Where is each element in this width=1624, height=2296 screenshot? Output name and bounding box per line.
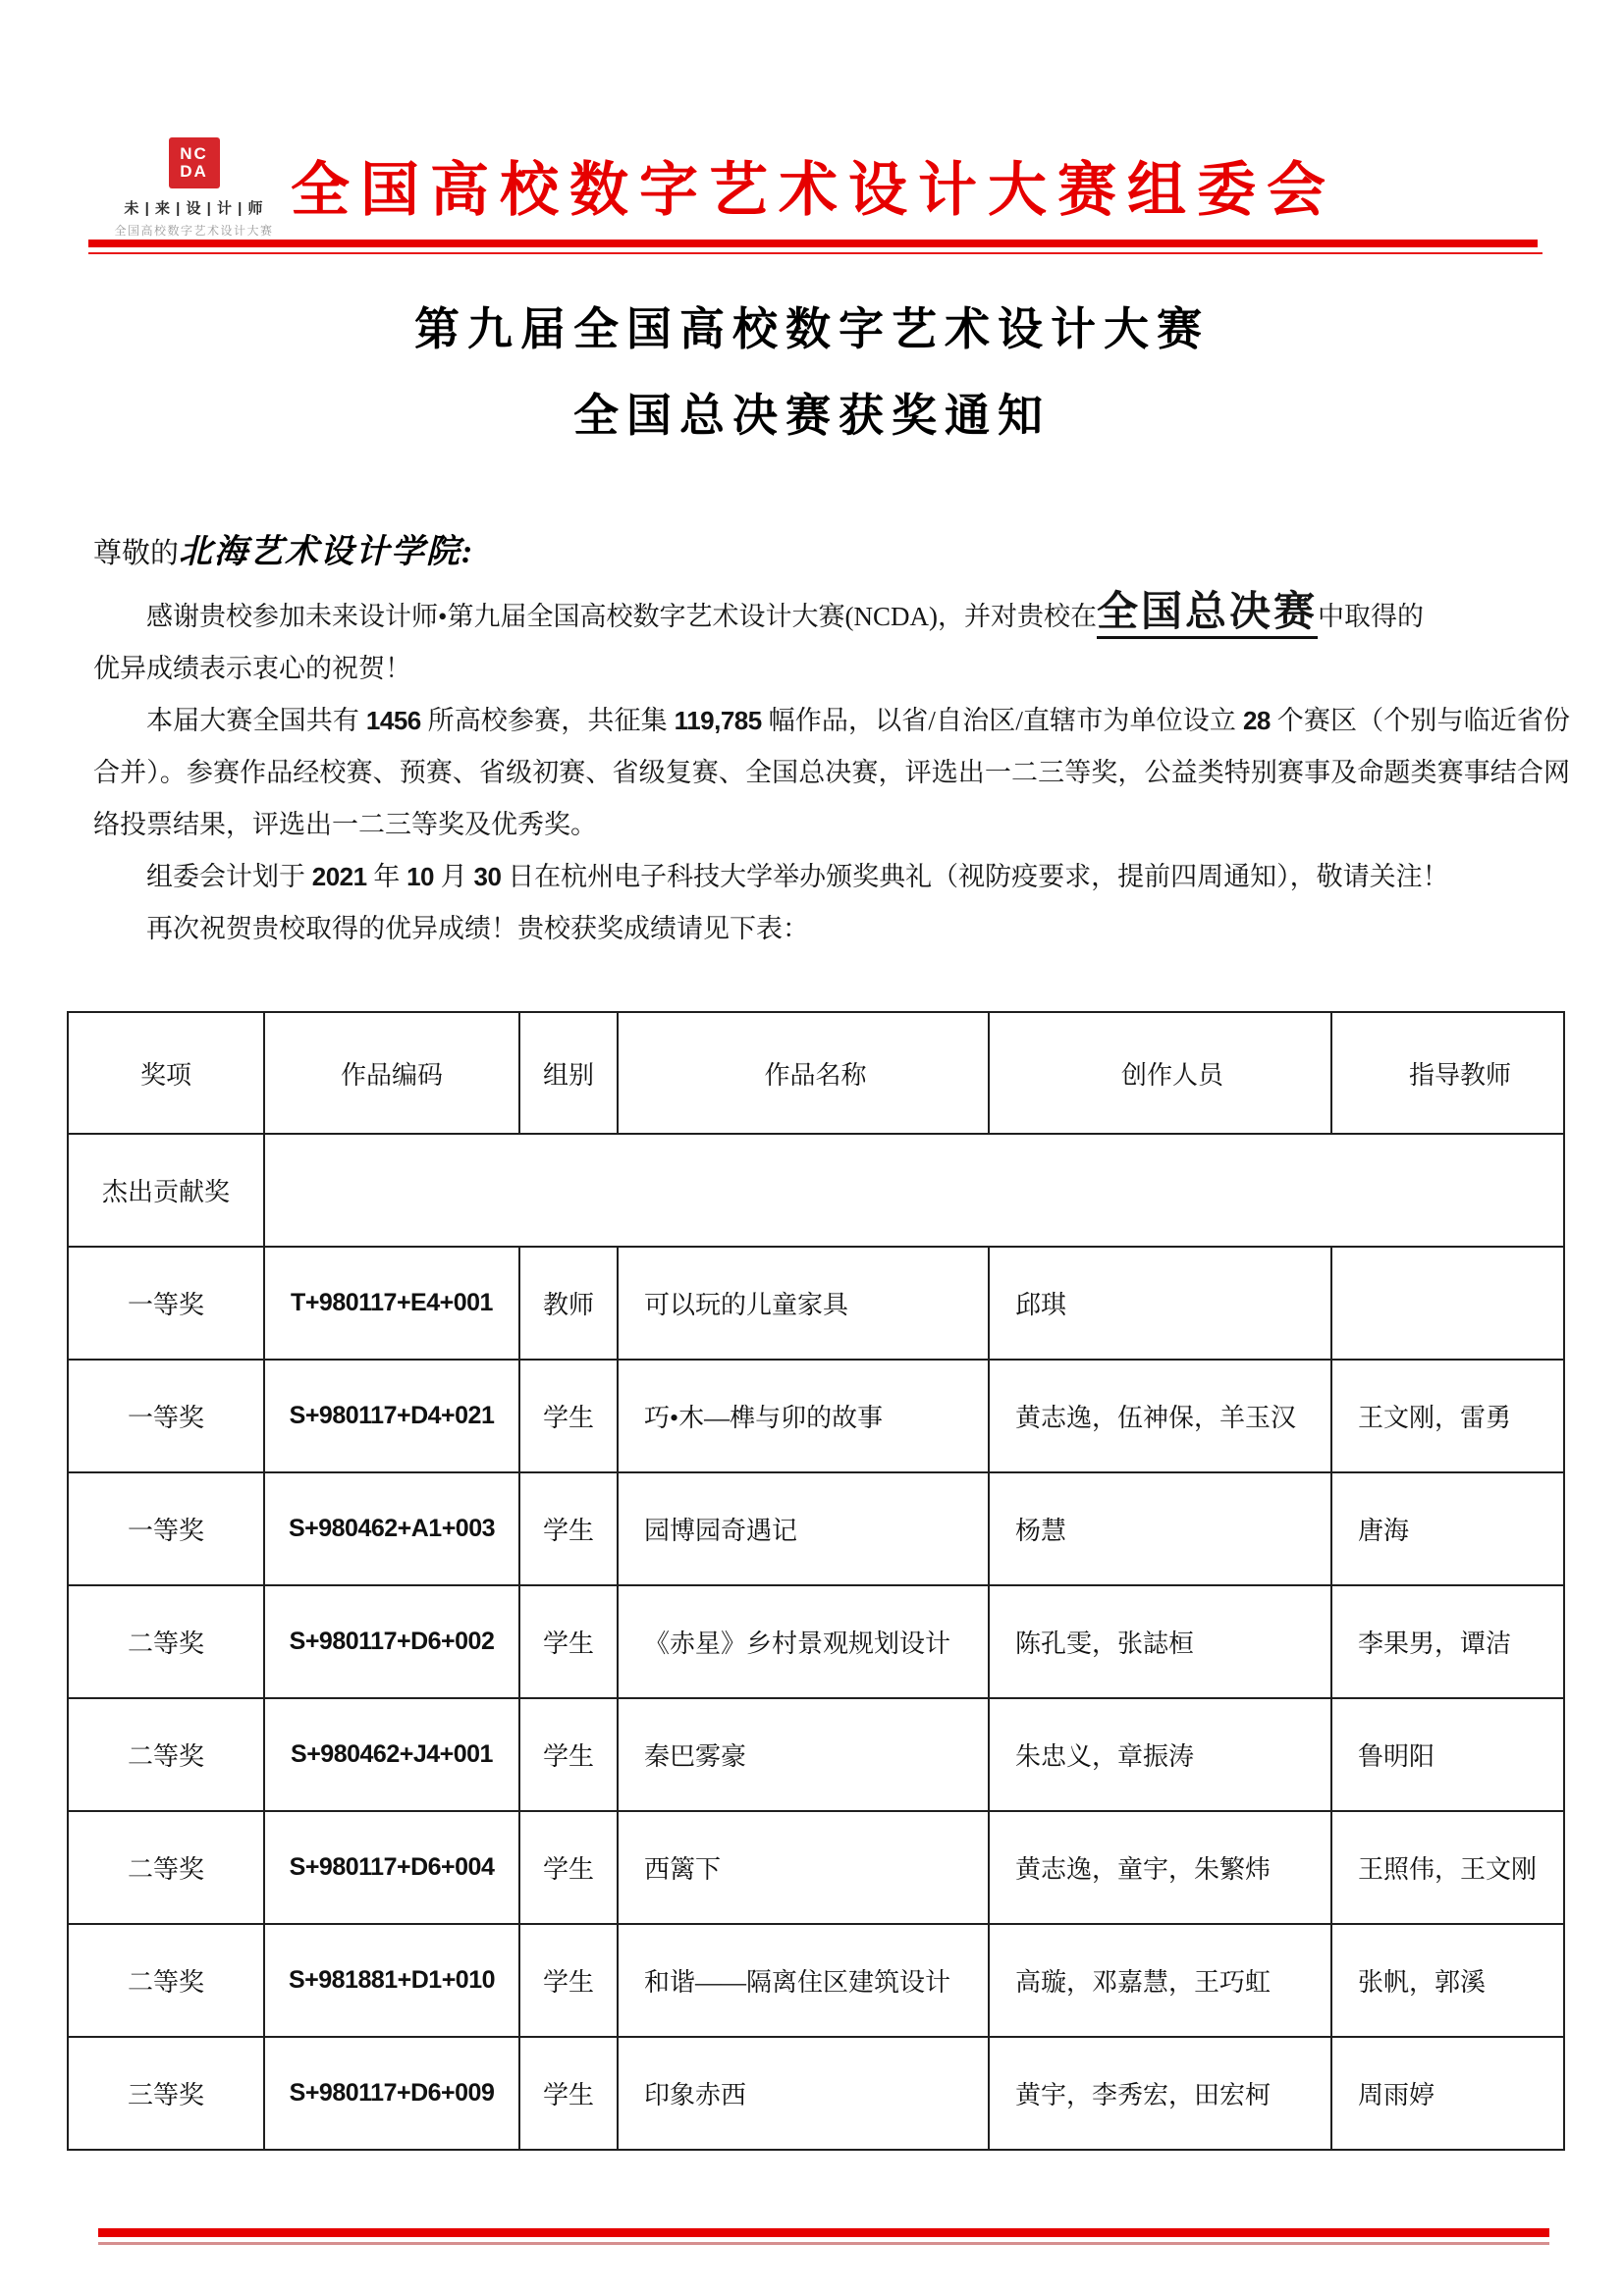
- column-header: 奖项: [68, 1012, 264, 1134]
- header-rule-thick: [88, 240, 1538, 247]
- table-cell: S+980117+D4+021: [264, 1360, 519, 1472]
- table-cell: 黄宇，李秀宏，田宏柯: [989, 2037, 1331, 2150]
- table-cell: 高璇，邓嘉慧，王巧虹: [989, 1924, 1331, 2037]
- column-header: 创作人员: [989, 1012, 1331, 1134]
- table-cell: 学生: [519, 1472, 618, 1585]
- table-cell: 唐海: [1331, 1472, 1564, 1585]
- award-category-cell: 杰出贡献奖: [68, 1134, 264, 1247]
- ncda-seal-icon: [169, 137, 220, 188]
- table-cell: S+980462+A1+003: [264, 1472, 519, 1585]
- table-cell: 杨慧: [989, 1472, 1331, 1585]
- awards-table-head: [68, 1012, 1564, 1134]
- table-cell: 一等奖: [68, 1472, 264, 1585]
- text-run: 组委会计划于: [146, 862, 312, 891]
- document-title-line2: 全国总决赛获奖通知: [573, 391, 1051, 441]
- text-run: 个赛区（个别与临近省份合并）。参赛作品经校赛、预赛、省级初赛、省级复赛、全国总决赛，评选出一二三等奖，公益类特别赛事及命题类赛事结合网络投票结果，评选出一二三等奖及优秀奖。: [93, 706, 1571, 839]
- text-run: 优异成绩表示衷心的祝贺！: [93, 654, 411, 683]
- table-cell: S+980117+D6+002: [264, 1585, 519, 1698]
- text-run: 中取得的: [1317, 602, 1424, 631]
- body-paragraphs: [93, 591, 1570, 955]
- table-cell: 西篱下: [618, 1811, 989, 1924]
- body-paragraph: [93, 695, 1570, 851]
- table-row: [68, 1585, 1564, 1698]
- text-run: 所高校参赛，共征集: [420, 706, 675, 735]
- table-cell: 三等奖: [68, 2037, 264, 2150]
- stat-number: 1456: [365, 706, 421, 735]
- table-cell: S+980117+D6+009: [264, 2037, 519, 2150]
- stat-number: 119,785: [674, 706, 762, 735]
- stat-number: 30: [473, 862, 502, 891]
- table-cell: 朱忠义，章振涛: [989, 1698, 1331, 1811]
- header-rule-thin: [88, 252, 1543, 254]
- table-cell: 王照伟，王文刚: [1331, 1811, 1564, 1924]
- text-run: 再次祝贺贵校取得的优异成绩！贵校获奖成绩请见下表：: [146, 914, 809, 943]
- table-cell: 王文刚，雷勇: [1331, 1360, 1564, 1472]
- table-cell: S+980117+D6+004: [264, 1811, 519, 1924]
- text-run: 感谢贵校参加未来设计师•第九届全国高校数字艺术设计大赛(NCDA)，并对贵校在: [146, 602, 1097, 631]
- awards-table-body: [68, 1134, 1564, 2150]
- document-title-line1: 第九届全国高校数字艺术设计大赛: [414, 304, 1210, 354]
- table-cell: 邱琪: [989, 1247, 1331, 1360]
- table-cell: [1331, 1247, 1564, 1360]
- header-row: [68, 1012, 1564, 1134]
- table-cell: 秦巴雾豪: [618, 1698, 989, 1811]
- logo-brand-subtext: 全国高校数字艺术设计大赛: [114, 224, 274, 238]
- table-row: [68, 1924, 1564, 2037]
- text-run: 月: [434, 862, 474, 891]
- text-run: 日在杭州电子科技大学举办颁奖典礼（视防疫要求，提前四周通知），敬请关注！: [501, 862, 1449, 891]
- table-row: [68, 1811, 1564, 1924]
- table-cell: 学生: [519, 1698, 618, 1811]
- table-cell: 学生: [519, 1924, 618, 2037]
- stat-number: 28: [1242, 706, 1271, 735]
- table-cell: 张帆，郭溪: [1331, 1924, 1564, 2037]
- table-cell: 二等奖: [68, 1811, 264, 1924]
- text-run: 幅作品，以省/自治区/直辖市为单位设立: [761, 706, 1243, 735]
- logo-brand-text: 未 | 来 | 设 | 计 | 师: [124, 200, 264, 217]
- column-header: 指导教师: [1331, 1012, 1564, 1134]
- body-paragraph: [93, 851, 1570, 903]
- ncda-logo: [108, 137, 280, 239]
- committee-title: 全国高校数字艺术设计大赛组委会: [291, 158, 1336, 223]
- column-header: 作品编码: [264, 1012, 519, 1134]
- text-run: 年: [366, 862, 407, 891]
- table-cell: 印象赤西: [618, 2037, 989, 2150]
- table-row: [68, 2037, 1564, 2150]
- seal-text-top: NC: [180, 144, 208, 163]
- footer-rule-thick: [98, 2228, 1549, 2237]
- school-name: 北海艺术设计学院:: [179, 534, 475, 570]
- table-row: [68, 1360, 1564, 1472]
- table-cell: S+981881+D1+010: [264, 1924, 519, 2037]
- table-cell: 教师: [519, 1247, 618, 1360]
- table-cell: 黄志逸，童宇，朱繁炜: [989, 1811, 1331, 1924]
- table-cell: 鲁明阳: [1331, 1698, 1564, 1811]
- stat-number: 2021: [311, 862, 367, 891]
- table-cell: 《赤星》乡村景观规划设计: [618, 1585, 989, 1698]
- awards-table: [67, 1011, 1565, 2151]
- stat-number: 10: [406, 862, 435, 891]
- column-header: 作品名称: [618, 1012, 989, 1134]
- award-section-row: [68, 1134, 1564, 1247]
- table-cell: T+980117+E4+001: [264, 1247, 519, 1360]
- table-row: [68, 1698, 1564, 1811]
- table-cell: 二等奖: [68, 1698, 264, 1811]
- table-cell: 学生: [519, 2037, 618, 2150]
- table-cell: 学生: [519, 1360, 618, 1472]
- seal-text-bottom: DA: [180, 162, 208, 181]
- text-run: 本届大赛全国共有: [146, 706, 366, 735]
- table-row: [68, 1472, 1564, 1585]
- table-cell: 二等奖: [68, 1585, 264, 1698]
- column-header: 组别: [519, 1012, 618, 1134]
- table-cell: 一等奖: [68, 1360, 264, 1472]
- document-title: [0, 287, 1624, 459]
- table-cell: 园博园奇遇记: [618, 1472, 989, 1585]
- body-paragraph: [93, 591, 1570, 695]
- table-cell: 一等奖: [68, 1247, 264, 1360]
- table-cell: S+980462+J4+001: [264, 1698, 519, 1811]
- salutation-prefix: 尊敬的: [93, 538, 180, 569]
- table-cell: 可以玩的儿童家具: [618, 1247, 989, 1360]
- table-cell: 和谐——隔离住区建筑设计: [618, 1924, 989, 2037]
- table-cell: 黄志逸，伍神保，羊玉汉: [989, 1360, 1331, 1472]
- body-paragraph: [93, 903, 1570, 955]
- table-cell: 二等奖: [68, 1924, 264, 2037]
- table-cell: 陈孔雯，张誌桓: [989, 1585, 1331, 1698]
- footer-rule-thin: [98, 2242, 1549, 2245]
- table-cell: 巧•木—榫与卯的故事: [618, 1360, 989, 1472]
- table-row: [68, 1247, 1564, 1360]
- table-cell: 学生: [519, 1585, 618, 1698]
- empty-merged-cell: [264, 1134, 1564, 1247]
- salutation: [93, 524, 474, 572]
- table-cell: 李果男，谭洁: [1331, 1585, 1564, 1698]
- table-cell: 学生: [519, 1811, 618, 1924]
- finale-highlight: 全国总决赛: [1097, 590, 1318, 639]
- table-cell: 周雨婷: [1331, 2037, 1564, 2150]
